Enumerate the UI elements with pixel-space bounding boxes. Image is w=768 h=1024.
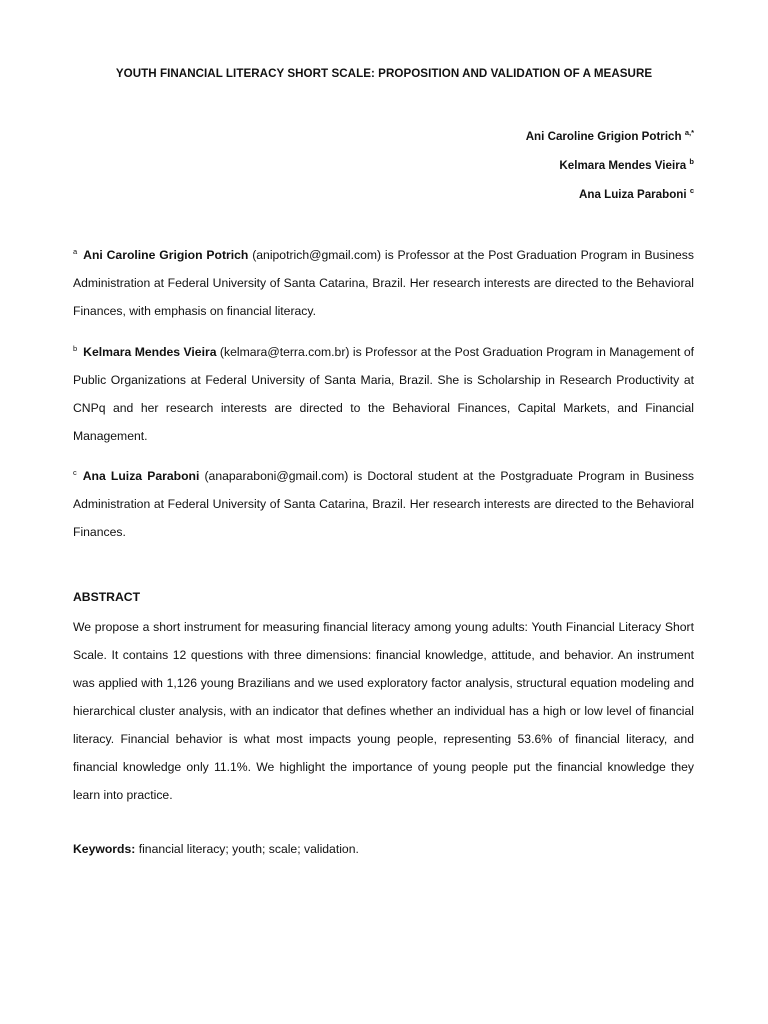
affiliation-mark: c	[73, 468, 77, 477]
author-line	[526, 180, 694, 209]
author-mark: a,*	[684, 128, 694, 137]
author-name: Ani Caroline Grigion Potrich	[525, 130, 682, 143]
affiliation-text: (kelmara@terra.com.br) is Professor at the Post Graduation Program in Management of Public Organizations at Federal University of Santa Maria, Brazil. She is Scholarship in Research Productivity at CNPq and her research interests are directed to the Behavioral Finances, Capital Markets, and Financial Management.	[73, 345, 695, 443]
affiliation-author-name: Ana Luiza Paraboni	[82, 469, 200, 483]
affiliation-author-name: Kelmara Mendes Vieira	[83, 345, 217, 359]
affiliation-paragraph	[73, 241, 694, 325]
affiliation-paragraph	[73, 462, 694, 546]
author-line	[526, 122, 694, 151]
author-name: Kelmara Mendes Vieira	[559, 159, 687, 172]
affiliation-author-name: Ani Caroline Grigion Potrich	[83, 248, 249, 262]
author-mark: b	[689, 157, 694, 166]
author-list	[526, 122, 694, 209]
abstract-heading: ABSTRACT	[73, 590, 141, 604]
affiliation-mark: b	[73, 344, 78, 353]
author-line	[526, 151, 694, 180]
author-name: Ana Luiza Paraboni	[579, 188, 687, 201]
affiliation-text: (anaparaboni@gmail.com) is Doctoral student at the Postgraduate Program in Business Administration at Federal University of Santa Catarina, Brazil. Her research interests are directed to the Behavioral Finances.	[73, 469, 695, 539]
keywords-label: Keywords:	[73, 842, 136, 856]
keywords-text: financial literacy; youth; scale; validation.	[135, 842, 359, 856]
affiliation-paragraph	[73, 338, 694, 450]
paper-title: YOUTH FINANCIAL LITERACY SHORT SCALE: PROPOSITION AND VALIDATION OF A MEASURE	[115, 67, 653, 80]
author-mark: c	[689, 186, 694, 195]
affiliation-mark: a	[73, 247, 78, 256]
affiliation-text: (anipotrich@gmail.com) is Professor at the Post Graduation Program in Business Administration at Federal University of Santa Catarina, Brazil. Her research interests are directed to the Behavioral Finances, with emphasis on financial literacy.	[73, 248, 694, 318]
keywords-line	[73, 842, 359, 856]
abstract-body: We propose a short instrument for measuring financial literacy among young adults: Youth Financial Literacy Short Scale. It contains 12 questions with three dimensions: financial knowledge, attitude, and behavior. An instrument was applied with 1,126 young Brazilians and we used exploratory factor analysis, structural equation modeling and hierarchical cluster analysis, with an indicator that defines whether an individual has a high or low level of financial literacy. Financial behavior is what most impacts young people, representing 53.6% of financial literacy, and financial knowledge only 11.1%. We highlight the importance of young people put the financial knowledge they learn into practice.	[73, 620, 694, 802]
